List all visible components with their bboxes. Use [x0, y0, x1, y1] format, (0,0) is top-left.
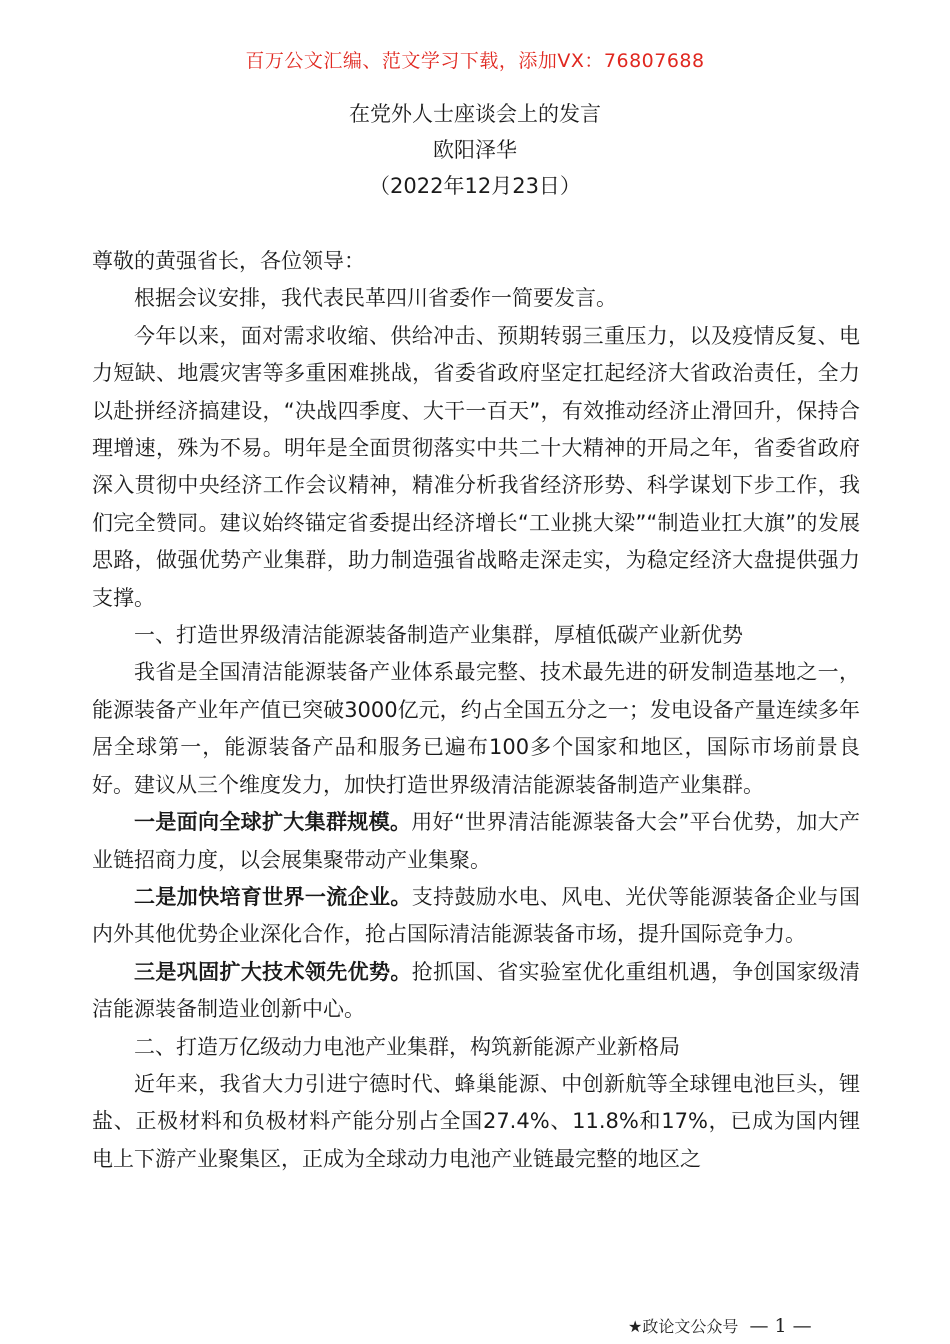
watermark-banner: 百万公文汇编、范文学习下载，添加VX：76807688 — [245, 50, 705, 72]
point-2-text: 支持鼓励水电、风电、光伏等能源装备企业与国内外其他优势企业深化合作，抢占国际清洁能源装备市场，提升国际竞争力。 — [92, 884, 861, 947]
section-heading-2: 二、打造万亿级动力电池产业集群，构筑新能源产业新格局 — [134, 1034, 680, 1059]
paragraph-battery: 近年来，我省大力引进宁德时代、蜂巢能源、中创新航等全球锂电池巨头，锂盐、正极材料和负极材料产能分别占全国27.4%、11.8%和17%，已成为国内锂电上下游产业聚集区，正成为全球动力电池产业链最完整的地区之 — [92, 1071, 860, 1171]
paragraph-background: 今年以来，面对需求收缩、供给冲击、预期转弱三重压力，以及疫情反复、电力短缺、地震灾害等多重困难挑战，省委省政府坚定扛起经济大省政治责任，全力以赴拼经济搞建设，“决战四季度、大干一百天”，有效推动经济止滑回升，保持合理增速，殊为不易。明年是全面贯彻落实中共二十大精神的开局之年，省委省政府深入贯彻中央经济工作会议精神，精准分析我省经济形势、科学谋划下步工作，我们完全赞同。建议始终锚定省委提出经济增长“工业挑大梁”“制造业扛大旗”的发展思路，做强优势产业集群，助力制造强省战略走深走实，为稳定经济大盘提供强力支撑。 — [92, 323, 860, 610]
document-title: 在党外人士座谈会上的发言 — [349, 102, 601, 126]
point-1-lead: 一是面向全球扩大集群规模。 — [134, 810, 412, 835]
page-number: — 1 — — [749, 1315, 812, 1337]
point-2-lead: 二是加快培育世界一流企业。 — [134, 884, 412, 909]
point-3-text: 抢抓国、省实验室优化重组机遇，争创国家级清洁能源装备制造业创新中心。 — [92, 959, 861, 1022]
paragraph-point-3 — [92, 954, 860, 1029]
paragraph-intro: 根据会议安排，我代表民革四川省委作一简要发言。 — [134, 286, 617, 311]
speaker-name: 欧阳泽华 — [433, 138, 517, 162]
salutation: 尊敬的黄强省长，各位领导： — [92, 249, 365, 273]
section-heading-1: 一、打造世界级清洁能源装备制造产业集群，厚植低碳产业新优势 — [134, 623, 743, 648]
paragraph-point-2 — [92, 879, 860, 954]
title-block — [0, 96, 950, 204]
document-body — [92, 243, 860, 1178]
footer-source: ★政论文公众号 — [628, 1317, 739, 1336]
paragraph-point-1 — [92, 804, 860, 879]
point-1-text: 用好“世界清洁能源装备大会”平台优势，加大产业链招商力度，以会展集聚带动产业集聚。 — [92, 810, 860, 872]
page-footer — [628, 1314, 812, 1337]
point-3-lead: 三是巩固扩大技术领先优势。 — [134, 959, 412, 984]
speech-date: （2022年12月23日） — [369, 174, 581, 198]
paragraph-energy-equipment: 我省是全国清洁能源装备产业体系最完整、技术最先进的研发制造基地之一，能源装备产业年产值已突破3000亿元，约占全国五分之一；发电设备产量连续多年居全球第一，能源装备产品和服务已遍布100多个国家和地区，国际市场前景良好。建议从三个维度发力，加快打造世界级清洁能源装备制造产业集群。 — [92, 660, 860, 797]
